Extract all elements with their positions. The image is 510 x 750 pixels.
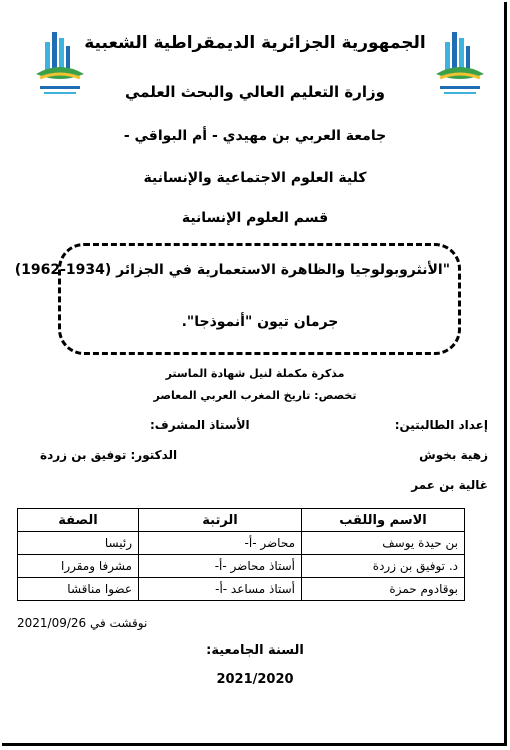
jury-rank: محاضر -أ- [139, 532, 302, 555]
table-row [18, 555, 465, 578]
jury-table [17, 508, 465, 601]
jury-header-name: الاسم واللقب [302, 509, 465, 532]
academic-year-value: 2021/2020 [216, 672, 294, 687]
supervisor-label: الأستاذ المشرف: [150, 418, 250, 432]
thesis-specialty: تخصص: تاريخ المغرب العربي المعاصر [153, 389, 357, 402]
students-label: إعداد الطالبتين: [394, 418, 488, 432]
jury-header-role: الصفة [18, 509, 139, 532]
jury-rank: أستاذ محاضر -أ- [139, 555, 302, 578]
jury-header-rank: الرتبة [139, 509, 302, 532]
student-name-2: غالية بن عمر [411, 478, 488, 492]
faculty-heading: كلية العلوم الاجتماعية والإنسانية [143, 170, 367, 186]
table-row [18, 578, 465, 601]
department-heading: قسم العلوم الإنسانية [181, 210, 329, 226]
title-box [14, 243, 461, 355]
defense-date: نوقشت في 2021/09/26 [17, 616, 148, 630]
jury-header-row [18, 509, 465, 532]
thesis-title-line1: "الأنثروبولوجيا والظاهرة الاستعمارية في الجزائر (1934-1962) [14, 262, 450, 278]
jury-rank: أستاذ مساعد -أ- [139, 578, 302, 601]
jury-name: بن حيدة يوسف [302, 532, 465, 555]
supervisor-name: الدكتور: توفيق بن زردة [40, 448, 178, 462]
jury-role: عضوا مناقشا [18, 578, 139, 601]
student-name-1: زهية بخوش [419, 448, 488, 462]
thesis-title-line2: جرمان تيون "أنموذجا". [181, 314, 339, 330]
republic-heading: الجمهورية الجزائرية الديمقراطية الشعبية [84, 33, 426, 53]
academic-year-label: السنة الجامعية: [206, 643, 304, 658]
table-row [18, 532, 465, 555]
ministry-heading: وزارة التعليم العالي والبحث العلمي [124, 83, 386, 101]
thesis-purpose: مذكرة مكملة لنيل شهادة الماستر [165, 367, 345, 380]
jury-name: بوقادوم حمزة [302, 578, 465, 601]
jury-role: مشرفا ومقررا [18, 555, 139, 578]
jury-name: د. توفيق بن زردة [302, 555, 465, 578]
jury-role: رئيسا [18, 532, 139, 555]
university-heading: جامعة العربي بن مهيدي - أم البواقي - [123, 128, 387, 144]
